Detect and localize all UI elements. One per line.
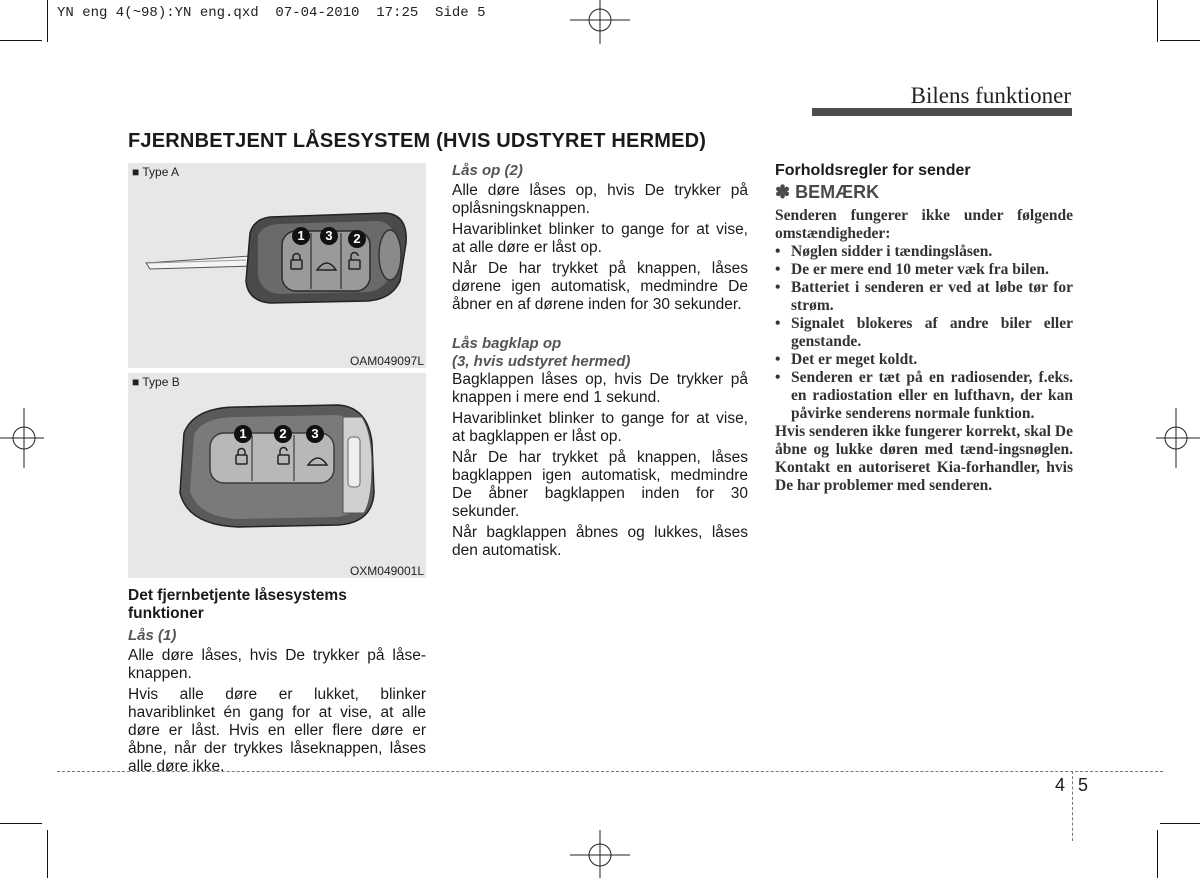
note-icon: ✽ — [775, 182, 791, 202]
print-slug: YN eng 4(~98):YN eng.qxd 07-04-2010 17:25 Side 5 — [57, 5, 486, 21]
note-outro: Hvis senderen ikke fungerer korrekt, skal De åbne og lukke døren med tænd-ingsnøglen. Kontakt en autoriseret Kia-forhandler, hvis De har problemer med senderen. — [775, 423, 1073, 494]
paragraph: Når De har trykket på knappen, låses dørene igen automatisk, medmindre De åbner en af dørene inden for 30 sekunder. — [452, 260, 748, 313]
header-rule — [812, 108, 1072, 116]
figure-code: OXM049001L — [349, 564, 424, 578]
crop-mark — [1160, 40, 1200, 41]
figure-type-a — [128, 163, 426, 368]
chapter-number: 4 — [1055, 775, 1066, 795]
note-title — [775, 182, 1073, 203]
registration-mark-top — [570, 0, 630, 44]
bullet-icon: • — [775, 243, 781, 260]
key-callout-3: 3 — [306, 425, 324, 443]
crop-mark — [0, 823, 42, 824]
middle-column — [452, 162, 748, 563]
note-title-text: BEMÆRK — [795, 182, 880, 202]
figure-code: OAM049097L — [349, 354, 424, 368]
list-item: • De er mere end 10 meter væk fra bilen. — [775, 261, 1049, 278]
list-item: • Nøglen sidder i tændingslåsen. — [775, 243, 993, 260]
paragraph: Når bagklappen åbnes og lukkes, låses den automatisk. — [452, 524, 748, 559]
registration-mark-left — [0, 408, 44, 468]
crop-mark — [1157, 830, 1158, 878]
paragraph: Alle døre låses op, hvis De trykker på oplåsningsknappen. — [452, 182, 748, 217]
page-title: FJERNBETJENT LÅSESYSTEM (HVIS UDSTYRET HERMED) — [128, 130, 707, 152]
list-item: • Senderen er tæt på en radiosender, f.eks. en radiostation eller en lufthavn, der kan påvirke senderens normale funktion. — [775, 369, 1073, 422]
bullet-icon: • — [775, 315, 781, 332]
paragraph: Når De har trykket på knappen, låses bagklappen igen automatisk, medmindre De åbner bagklappen inden for 30 sekunder. — [452, 449, 748, 520]
crop-mark — [47, 0, 48, 42]
key-callout-1: 1 — [292, 227, 310, 245]
paragraph: Havariblinket blinker to gange for at vise, at bagklappen er låst op. — [452, 410, 748, 445]
footer-divider — [1072, 771, 1073, 841]
list-item: • Signalet blokeres af andre biler eller genstande. — [775, 315, 1073, 350]
right-column — [775, 162, 1073, 495]
note-intro: Senderen fungerer ikke under følgende omstændigheder: — [775, 207, 1073, 242]
smart-key-illustration — [128, 373, 426, 578]
note-body — [775, 207, 1073, 495]
crop-mark — [0, 40, 42, 41]
tailgate-heading-line: Lås bagklap op — [452, 335, 562, 352]
list-item: • Det er meget koldt. — [775, 351, 918, 368]
lock-heading: Lås (1) — [128, 627, 177, 644]
list-item: • Batteriet i senderen er ved at løbe tør for strøm. — [775, 279, 1073, 314]
tailgate-heading — [452, 335, 748, 371]
footer-rule — [57, 771, 1163, 772]
figure-type-b — [128, 373, 426, 578]
figure-label: ■ Type A — [132, 165, 180, 179]
precautions-heading: Forholdsregler for sender — [775, 162, 971, 179]
left-column — [128, 587, 426, 779]
bullet-icon: • — [775, 261, 781, 278]
chapter-title: Bilens funktioner — [910, 83, 1071, 108]
bullet-icon: • — [775, 351, 781, 368]
bullet-icon: • — [775, 279, 781, 296]
figure-label: ■ Type B — [132, 375, 180, 389]
folding-key-illustration — [128, 163, 426, 368]
crop-mark — [1160, 823, 1200, 824]
crop-mark — [1157, 0, 1158, 42]
note-list — [775, 243, 1073, 423]
section-heading: Det fjernbetjente låsesystems funktioner — [128, 587, 347, 622]
key-callout-1: 1 — [234, 425, 252, 443]
key-callout-2: 2 — [274, 425, 292, 443]
unlock-heading: Lås op (2) — [452, 162, 523, 179]
key-callout-3: 3 — [320, 227, 338, 245]
crop-mark — [47, 830, 48, 878]
key-callout-2: 2 — [348, 230, 366, 248]
tailgate-heading-line: (3, hvis udstyret hermed) — [452, 353, 631, 370]
paragraph: Alle døre låses, hvis De trykker på låse-knappen. — [128, 647, 426, 682]
registration-mark-right — [1156, 408, 1200, 468]
registration-mark-bottom — [570, 830, 630, 878]
paragraph: Havariblinket blinker to gange for at vise, at alle døre er låst op. — [452, 221, 748, 256]
paragraph: Hvis alle døre er lukket, blinker havariblinket én gang for at vise, at alle døre er låst. Hvis en eller flere døre er åbne, når der trykkes låseknappen, låses alle døre ikke. — [128, 686, 426, 775]
page-number: 5 — [1078, 775, 1089, 795]
bullet-icon: • — [775, 369, 781, 386]
paragraph: Bagklappen låses op, hvis De trykker på knappen i mere end 1 sekund. — [452, 371, 748, 406]
